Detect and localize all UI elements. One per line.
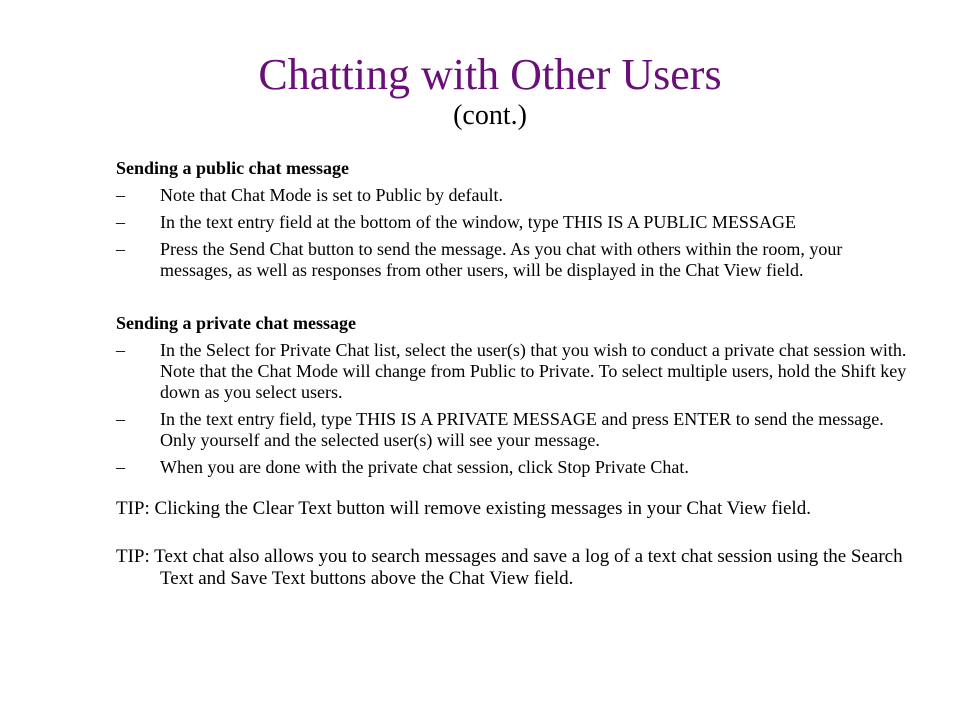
slide-body [116, 158, 916, 590]
section-heading-public: Sending a public chat message [116, 158, 350, 178]
dash-bullet: – [116, 409, 125, 429]
dash-bullet: – [116, 457, 125, 477]
tip-search-save: TIP: Text chat also allows you to search messages and save a log of a text chat session using the Search Text and Save Text buttons above the Chat View field. [116, 546, 903, 589]
tip-clear-text: TIP: Clicking the Clear Text button will remove existing messages in your Chat View field. [116, 498, 811, 519]
list-item-text: When you are done with the private chat session, click Stop Private Chat. [160, 457, 689, 477]
section-heading-private: Sending a private chat message [116, 313, 356, 333]
spacer [116, 484, 916, 498]
list-item [116, 185, 916, 206]
slide-title: Chatting with Other Users [258, 50, 722, 99]
list-item-text: Note that Chat Mode is set to Public by default. [160, 185, 503, 205]
slide-subtitle: (cont.) [453, 100, 527, 131]
list-item [116, 239, 916, 281]
list-item-text: In the Select for Private Chat list, select the user(s) that you wish to conduct a private chat session with. Note that the Chat Mode will change from Public to Private. To select multiple users, hold the Shift key down as you select users. [160, 340, 907, 402]
dash-bullet: – [116, 212, 125, 232]
list-item [116, 457, 916, 478]
list-item [116, 409, 916, 451]
dash-bullet: – [116, 239, 125, 259]
dash-bullet: – [116, 340, 125, 360]
dash-bullet: – [116, 185, 125, 205]
spacer [116, 520, 916, 546]
title-block [0, 50, 960, 132]
list-item [116, 212, 916, 233]
list-item [116, 340, 916, 403]
spacer [116, 287, 916, 313]
list-item-text: In the text entry field, type THIS IS A PRIVATE MESSAGE and press ENTER to send the message. Only yourself and the selected user(s) will see your message. [160, 409, 884, 450]
list-item-text: In the text entry field at the bottom of the window, type THIS IS A PUBLIC MESSAGE [160, 212, 796, 232]
list-item-text: Press the Send Chat button to send the message. As you chat with others within the room, your messages, as well as responses from other users, will be displayed in the Chat View field. [160, 239, 843, 280]
